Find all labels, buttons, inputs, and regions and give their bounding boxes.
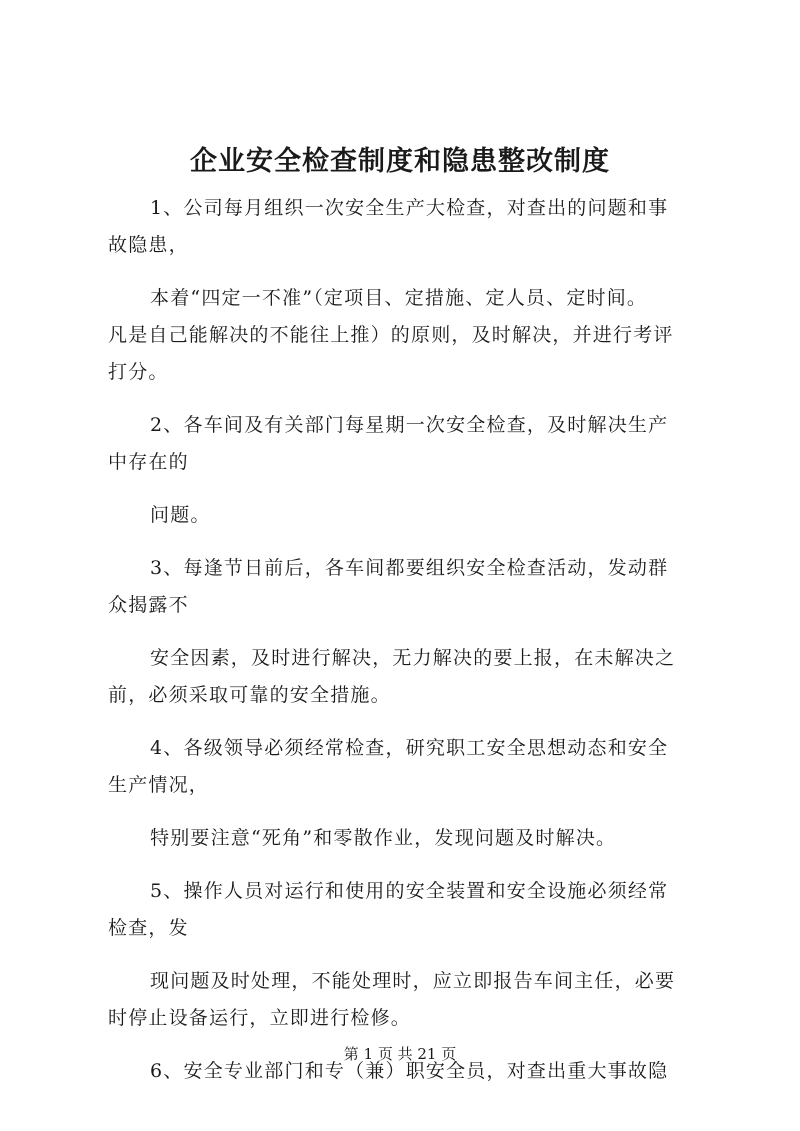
paragraph-line: 1、公司每月组织一次安全生产大检查，对查出的问题和事 [150, 197, 669, 219]
paragraph-line: 特别要注意“死角”和零散作业，发现问题及时解决。 [150, 827, 617, 849]
paragraph-line: 前，必须采取可靠的安全措施。 [108, 684, 391, 706]
paragraph-line: 凡是自己能解决的不能往上推）的原则，及时解决，并进行考评 [108, 324, 674, 346]
paragraph-line: 现问题及时处理，不能处理时，应立即报告车间主任，必要 [150, 970, 676, 992]
page-number: 第 1 页 共 21 页 [343, 1045, 457, 1063]
paragraph-line: 本着“四定一不准”（定项目、定措施、定人员、定时间。 [150, 287, 648, 309]
paragraph-line: 4、各级领导必须经常检查，研究职工安全思想动态和安全 [150, 737, 669, 759]
paragraph-line: 2、各车间及有关部门每星期一次安全检查，及时解决生产 [150, 414, 669, 436]
paragraph-line: 生产情况， [108, 774, 210, 796]
paragraph-line: 5、操作人员对运行和使用的安全装置和安全设施必须经常 [150, 880, 669, 902]
document-body [108, 190, 708, 1090]
paragraph-line: 3、每逢节日前后，各车间都要组织安全检查活动，发动群 [150, 557, 669, 579]
paragraph-line: 时停止设备运行，立即进行检修。 [108, 1007, 412, 1029]
document-title: 企业安全检查制度和隐患整改制度 [190, 146, 610, 177]
paragraph-line: 安全因素，及时进行解决，无力解决的要上报，在未解决之 [150, 647, 676, 669]
paragraph-line: 故隐患， [108, 234, 189, 256]
paragraph-line: 问题。 [150, 504, 211, 526]
paragraph-line: 打分。 [108, 361, 169, 383]
paragraph-line: 6、安全专业部门和专（兼）职安全员，对查出重大事故隐 [150, 1060, 669, 1082]
paragraph-line: 众揭露不 [108, 594, 189, 616]
paragraph-line: 中存在的 [108, 451, 189, 473]
paragraph-line: 检查，发 [108, 917, 189, 939]
